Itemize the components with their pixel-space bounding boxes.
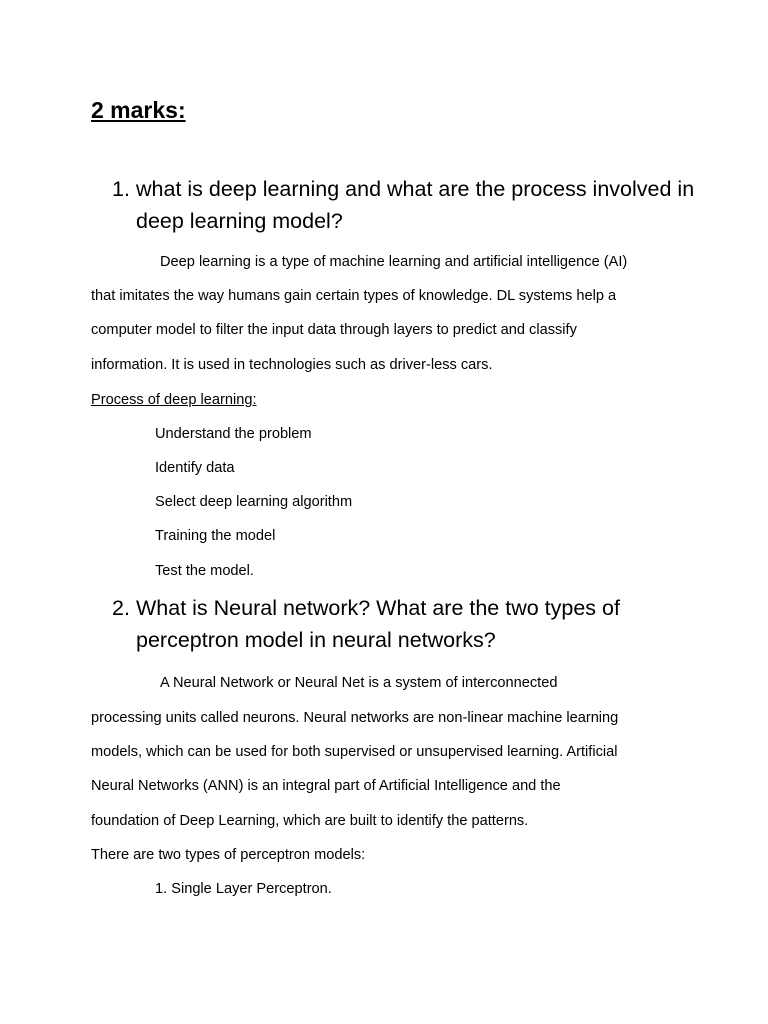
answer-line: foundation of Deep Learning, which are built to identify the patterns. (91, 813, 529, 829)
process-step: Select deep learning algorithm (155, 494, 353, 510)
question-text: what is deep learning and what are the process involved in deep learning model? (136, 177, 695, 233)
answer-line: that imitates the way humans gain certain types of knowledge. DL systems help a (91, 288, 617, 304)
answer-line: models, which can be used for both supervised or unsupervised learning. Artificial (91, 744, 618, 760)
question-2 (112, 592, 712, 656)
process-step: Understand the problem (155, 426, 312, 442)
question-1 (112, 173, 712, 237)
question-number: 2. (112, 596, 130, 620)
section-heading: 2 marks: (91, 97, 186, 123)
answer-line: A Neural Network or Neural Net is a system of interconnected (160, 675, 558, 691)
answer-line: computer model to filter the input data through layers to predict and classify (91, 322, 577, 338)
question-text: What is Neural network? What are the two types of perceptron model in neural networks? (136, 596, 620, 652)
process-step: Identify data (155, 460, 235, 476)
process-step: Training the model (155, 528, 276, 544)
question-number: 1. (112, 177, 130, 201)
types-intro: There are two types of perceptron models: (91, 847, 366, 863)
answer-line: information. It is used in technologies such as driver-less cars. (91, 357, 493, 373)
process-step: Test the model. (155, 563, 254, 579)
perceptron-type: 1. Single Layer Perceptron. (155, 881, 332, 897)
answer-line: processing units called neurons. Neural networks are non-linear machine learning (91, 710, 619, 726)
process-subheading: Process of deep learning: (91, 392, 257, 408)
answer-line: Neural Networks (ANN) is an integral part of Artificial Intelligence and the (91, 778, 561, 794)
answer-line: Deep learning is a type of machine learning and artificial intelligence (AI) (160, 254, 628, 270)
